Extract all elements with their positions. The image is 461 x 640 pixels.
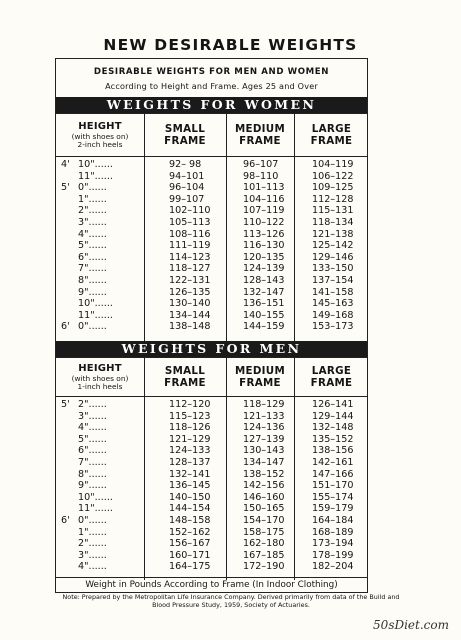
cell-in: 9"...... xyxy=(78,286,107,298)
table-row xyxy=(56,469,367,481)
women-banner: WEIGHTS FOR WOMEN xyxy=(56,97,367,113)
cell-in: 2"...... xyxy=(78,205,107,217)
table-row xyxy=(56,480,367,492)
source-note: Note: Prepared by the Metropolitan Life Insurance Company. Derived primarily from data of the Build and Blood Pressure Study, 1959, Society of Actuaries. xyxy=(62,593,400,609)
cell-medium: 138–152 xyxy=(243,468,285,480)
cell-large: 168–189 xyxy=(312,526,354,538)
table-footer: Weight in Pounds According to Frame (In Indoor Clothing) xyxy=(56,577,367,592)
cell-in: 10"...... xyxy=(78,491,113,503)
frame-label: FRAME xyxy=(310,135,353,147)
cell-small: 108–116 xyxy=(169,228,211,240)
cell-in: 2"...... xyxy=(78,538,107,550)
cell-medium: 101–113 xyxy=(243,182,285,194)
cell-large: 145–163 xyxy=(312,298,354,310)
cell-small: 160–171 xyxy=(169,549,211,561)
cell-in: 11"...... xyxy=(78,170,113,182)
cell-medium: 118–129 xyxy=(243,399,285,410)
table-row xyxy=(56,538,367,550)
cell-in: 4"...... xyxy=(78,561,107,573)
men-banner: WEIGHTS FOR MEN xyxy=(56,341,367,357)
table-row xyxy=(56,310,367,322)
cell-in: 3"...... xyxy=(78,217,107,228)
cell-small: 138–148 xyxy=(169,321,211,333)
cell-large: 133–150 xyxy=(312,263,354,275)
cell-small: 102–110 xyxy=(169,205,211,217)
table-row xyxy=(56,411,367,423)
cell-large: 109–125 xyxy=(312,182,354,194)
cell-medium: 132–147 xyxy=(243,286,285,298)
table-row xyxy=(56,492,367,504)
cell-in: 4"...... xyxy=(78,422,107,434)
cell-small: 121–129 xyxy=(169,433,211,445)
cell-in: 1"...... xyxy=(78,526,107,538)
cell-medium: 144–159 xyxy=(243,321,285,333)
cell-small: 122–131 xyxy=(169,275,211,286)
cell-small: 126–135 xyxy=(169,286,211,298)
cell-in: 3"...... xyxy=(78,549,107,561)
cell-medium: 104–116 xyxy=(243,193,285,205)
small-label: SMALL xyxy=(164,122,206,135)
table-row xyxy=(56,503,367,515)
cell-large: 137–154 xyxy=(312,275,354,286)
table-intro xyxy=(56,59,367,98)
site-watermark: 50sDiet.com xyxy=(373,618,449,632)
cell-medium: 128–143 xyxy=(243,275,285,286)
cell-in: 6"...... xyxy=(78,445,107,457)
frame-label: FRAME xyxy=(239,135,281,147)
cell-small: 144–154 xyxy=(169,503,211,515)
cell-large: 178–199 xyxy=(312,549,354,561)
cell-large: 153–173 xyxy=(312,321,354,333)
cell-in: 8"...... xyxy=(78,468,107,480)
cell-in: 6"...... xyxy=(78,251,107,263)
cell-large: 147–166 xyxy=(312,468,354,480)
cell-in: 5"...... xyxy=(78,433,107,445)
cell-in: 8"...... xyxy=(78,275,107,286)
cell-small: 96–104 xyxy=(169,182,205,194)
weights-table xyxy=(55,58,368,593)
cell-ft: 5' xyxy=(61,399,70,410)
table-row xyxy=(56,240,367,252)
table-row xyxy=(56,252,367,264)
cell-small: 118–127 xyxy=(169,263,211,275)
height-label: HEIGHT xyxy=(78,362,122,374)
cell-in: 11"...... xyxy=(78,309,113,321)
cell-large: 129–146 xyxy=(312,251,354,263)
women-small-header xyxy=(144,114,226,156)
cell-small: 99–107 xyxy=(169,193,205,205)
cell-medium: 140–155 xyxy=(243,309,285,321)
cell-ft: 6' xyxy=(61,515,70,526)
table-row xyxy=(56,550,367,562)
cell-small: 140–150 xyxy=(169,491,211,503)
cell-small: 92– 98 xyxy=(169,159,202,170)
cell-ft: 6' xyxy=(61,321,70,333)
cell-medium: 127–139 xyxy=(243,433,285,445)
cell-large: 118–134 xyxy=(312,217,354,228)
cell-small: 128–137 xyxy=(169,457,211,468)
cell-in: 3"...... xyxy=(78,410,107,422)
table-row xyxy=(56,399,367,411)
cell-medium: 150–165 xyxy=(243,503,285,515)
cell-large: 112–128 xyxy=(312,193,354,205)
cell-large: 173–194 xyxy=(312,538,354,550)
cell-small: 132–141 xyxy=(169,468,211,480)
cell-large: 182–204 xyxy=(312,561,354,573)
table-row xyxy=(56,217,367,229)
men-medium-header xyxy=(226,358,294,396)
intro-heading: DESIRABLE WEIGHTS FOR MEN AND WOMEN xyxy=(93,67,330,77)
cell-small: 152–162 xyxy=(169,526,211,538)
large-label: LARGE xyxy=(311,364,352,377)
cell-large: 132–148 xyxy=(312,422,354,434)
cell-large: 159–179 xyxy=(312,503,354,515)
cell-medium: 110–122 xyxy=(243,217,285,228)
table-row xyxy=(56,527,367,539)
cell-in: 0"...... xyxy=(78,515,107,526)
height-note-shoes: (with shoes on) xyxy=(71,373,129,383)
cell-large: 141–158 xyxy=(312,286,354,298)
table-row xyxy=(56,182,367,194)
height-note-heels: 1-inch heels xyxy=(77,382,123,391)
men-small-header xyxy=(144,358,226,396)
table-row xyxy=(56,298,367,310)
height-note-shoes: (with shoes on) xyxy=(71,131,129,141)
table-row xyxy=(56,171,367,183)
table-row xyxy=(56,422,367,434)
cell-medium: 154–170 xyxy=(243,515,285,526)
cell-large: 135–152 xyxy=(312,433,354,445)
table-row xyxy=(56,229,367,241)
cell-medium: 98–110 xyxy=(243,170,279,182)
cell-medium: 121–133 xyxy=(243,410,285,422)
cell-small: 112–120 xyxy=(169,399,211,410)
small-label: SMALL xyxy=(164,364,206,377)
large-label: LARGE xyxy=(311,122,352,135)
cell-large: 155–174 xyxy=(312,491,354,503)
frame-label: FRAME xyxy=(310,377,353,389)
cell-large: 104–119 xyxy=(312,159,354,170)
height-note-heels: 2-inch heels xyxy=(77,140,123,149)
cell-small: 111–119 xyxy=(169,240,211,252)
cell-small: 114–123 xyxy=(169,251,211,263)
cell-small: 148–158 xyxy=(169,515,211,526)
cell-large: 129–144 xyxy=(312,410,354,422)
table-row xyxy=(56,321,367,333)
cell-medium: 167–185 xyxy=(243,549,285,561)
cell-large: 164–184 xyxy=(312,515,354,526)
cell-large: 142–161 xyxy=(312,457,354,468)
cell-in: 1"...... xyxy=(78,193,107,205)
table-row xyxy=(56,515,367,527)
cell-medium: 146–160 xyxy=(243,491,285,503)
table-row xyxy=(56,205,367,217)
cell-ft: 4' xyxy=(61,159,70,170)
frame-label: FRAME xyxy=(164,377,206,389)
cell-in: 0"...... xyxy=(78,182,107,194)
cell-small: 136–145 xyxy=(169,480,211,492)
cell-ft: 5' xyxy=(61,182,70,194)
cell-small: 164–175 xyxy=(169,561,211,573)
cell-medium: 130–143 xyxy=(243,445,285,457)
table-row xyxy=(56,287,367,299)
medium-label: MEDIUM xyxy=(234,364,286,377)
intro-subheading: According to Height and Frame. Ages 25 and Over xyxy=(105,81,318,91)
men-height-header xyxy=(56,358,144,396)
table-row xyxy=(56,275,367,287)
women-header xyxy=(56,113,367,157)
cell-large: 151–170 xyxy=(312,480,354,492)
table-row xyxy=(56,194,367,206)
table-row xyxy=(56,457,367,469)
cell-medium: 142–156 xyxy=(243,480,285,492)
cell-small: 118–126 xyxy=(169,422,211,434)
height-label: HEIGHT xyxy=(78,120,122,132)
cell-in: 10"...... xyxy=(78,159,113,170)
cell-medium: 136–151 xyxy=(243,298,285,310)
cell-medium: 134–147 xyxy=(243,457,285,468)
cell-in: 5"...... xyxy=(78,240,107,252)
cell-in: 4"...... xyxy=(78,228,107,240)
frame-label: FRAME xyxy=(164,135,206,147)
cell-medium: 120–135 xyxy=(243,251,285,263)
table-row xyxy=(56,445,367,457)
women-medium-header xyxy=(226,114,294,156)
cell-small: 94–101 xyxy=(169,170,205,182)
cell-in: 7"...... xyxy=(78,457,107,468)
cell-large: 106–122 xyxy=(312,170,354,182)
table-row xyxy=(56,434,367,446)
cell-small: 115–123 xyxy=(169,410,211,422)
cell-medium: 116–130 xyxy=(243,240,285,252)
cell-small: 130–140 xyxy=(169,298,211,310)
cell-large: 125–142 xyxy=(312,240,354,252)
cell-small: 105–113 xyxy=(169,217,211,228)
cell-medium: 158–175 xyxy=(243,526,285,538)
cell-large: 126–141 xyxy=(312,399,354,410)
cell-large: 149–168 xyxy=(312,309,354,321)
cell-in: 11"...... xyxy=(78,503,113,515)
cell-large: 138–156 xyxy=(312,445,354,457)
cell-in: 7"...... xyxy=(78,263,107,275)
cell-medium: 172–190 xyxy=(243,561,285,573)
cell-large: 121–138 xyxy=(312,228,354,240)
cell-medium: 124–139 xyxy=(243,263,285,275)
cell-small: 156–167 xyxy=(169,538,211,550)
women-large-header xyxy=(294,114,369,156)
cell-medium: 113–126 xyxy=(243,228,285,240)
cell-in: 0"...... xyxy=(78,321,107,333)
page-title: NEW DESIRABLE WEIGHTS xyxy=(103,36,358,54)
cell-in: 10"...... xyxy=(78,298,113,310)
table-row xyxy=(56,159,367,171)
frame-label: FRAME xyxy=(239,377,281,389)
cell-in: 9"...... xyxy=(78,480,107,492)
men-header xyxy=(56,357,367,397)
cell-medium: 107–119 xyxy=(243,205,285,217)
men-large-header xyxy=(294,358,369,396)
cell-medium: 124–136 xyxy=(243,422,285,434)
medium-label: MEDIUM xyxy=(234,122,286,135)
women-height-header xyxy=(56,114,144,156)
cell-medium: 162–180 xyxy=(243,538,285,550)
cell-medium: 96–107 xyxy=(243,159,279,170)
cell-small: 134–144 xyxy=(169,309,211,321)
table-row xyxy=(56,263,367,275)
cell-in: 2"...... xyxy=(78,399,107,410)
table-row xyxy=(56,561,367,573)
cell-large: 115–131 xyxy=(312,205,354,217)
cell-small: 124–133 xyxy=(169,445,211,457)
